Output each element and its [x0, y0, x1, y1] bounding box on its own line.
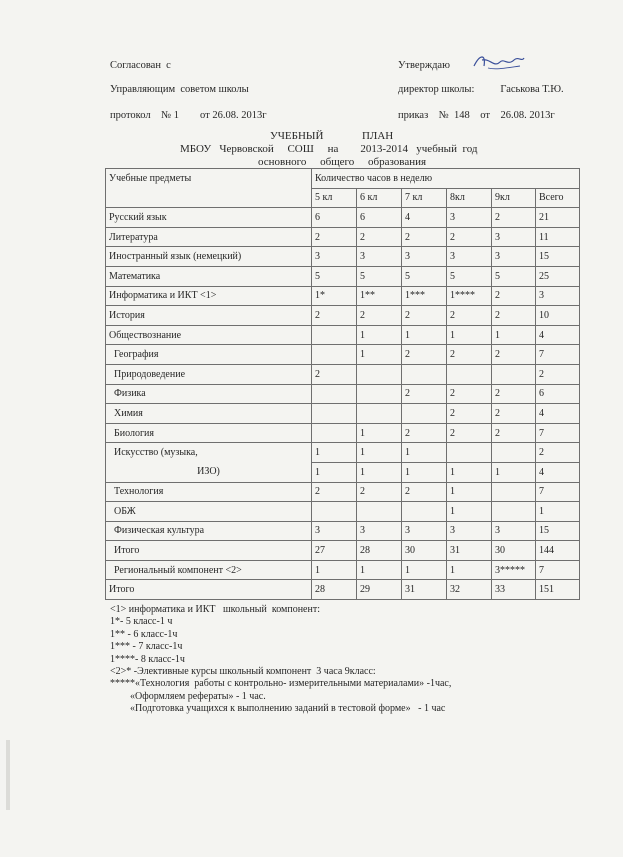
director-name: Гаськова Т.Ю. [500, 84, 564, 95]
hours-cell [312, 404, 357, 424]
hours-cell: 1 [402, 462, 447, 482]
hours-cell [447, 364, 492, 384]
hours-cell: 2 [536, 443, 580, 463]
hours-cell: 3 [447, 208, 492, 228]
column-header: Всего [536, 188, 580, 208]
hours-cell: 7 [536, 423, 580, 443]
hours-cell: 1 [402, 325, 447, 345]
hours-cell: 2 [492, 306, 536, 326]
hours-cell: 15 [536, 521, 580, 541]
hours-cell: 1 [536, 502, 580, 522]
hours-cell: 2 [312, 227, 357, 247]
hours-cell: 2 [312, 306, 357, 326]
hours-cell [492, 443, 536, 463]
subject-cell: Региональный компонент <2> [106, 560, 312, 580]
footnote-line: *****«Технология работы с контрольно- измерительными материалами» -1час, [110, 678, 452, 690]
hours-cell [312, 502, 357, 522]
header-hours: Количество часов в неделю [312, 169, 580, 189]
hours-cell: 28 [357, 541, 402, 561]
hours-cell: 1 [312, 443, 357, 463]
hours-cell: 21 [536, 208, 580, 228]
footnotes [110, 604, 451, 716]
director-signature [470, 50, 526, 74]
hours-cell: 3 [492, 521, 536, 541]
hours-cell: 3 [312, 521, 357, 541]
column-header: 5 кл [312, 188, 357, 208]
table-row [106, 580, 580, 600]
hours-cell: 3 [312, 247, 357, 267]
table-row [106, 227, 580, 247]
hours-cell: 30 [402, 541, 447, 561]
hours-cell: 3 [402, 521, 447, 541]
hours-cell: 7 [536, 345, 580, 365]
table-row [106, 502, 580, 522]
table-row [106, 560, 580, 580]
hours-cell: 1 [492, 325, 536, 345]
hours-cell: 3 [492, 247, 536, 267]
hours-cell [492, 482, 536, 502]
footnote-line: «Оформляем рефераты» - 1 час. [110, 690, 266, 702]
hours-cell: 28 [312, 580, 357, 600]
hours-cell: 1 [447, 502, 492, 522]
table-row [106, 404, 580, 424]
hours-cell: 1 [357, 443, 402, 463]
hours-cell: 1 [357, 462, 402, 482]
hours-cell: 4 [536, 325, 580, 345]
table-header-row [106, 169, 580, 189]
footnote-line: 1****- 8 класс-1ч [110, 653, 185, 665]
hours-cell: 1 [357, 345, 402, 365]
hours-cell: 1 [402, 560, 447, 580]
hours-cell: 31 [402, 580, 447, 600]
hours-cell: 29 [357, 580, 402, 600]
table-row [106, 247, 580, 267]
hours-cell: 2 [447, 306, 492, 326]
hours-cell: 31 [447, 541, 492, 561]
column-header: 7 кл [402, 188, 447, 208]
hours-cell: 1**** [447, 286, 492, 306]
hours-cell: 33 [492, 580, 536, 600]
footnote-line: 1*** - 7 класс-1ч [110, 641, 183, 653]
hours-cell: 3 [402, 247, 447, 267]
hours-cell: 1** [357, 286, 402, 306]
table-row [106, 266, 580, 286]
hours-cell: 2 [447, 404, 492, 424]
subject-cell: Обществознание [106, 325, 312, 345]
hours-cell [402, 404, 447, 424]
hours-cell: 2 [402, 345, 447, 365]
hours-cell: 2 [402, 227, 447, 247]
hours-cell: 151 [536, 580, 580, 600]
footnote-line: <2>* -Элективные курсы школьный компонент 3 часа 9класс: [110, 666, 376, 678]
hours-cell: 6 [357, 208, 402, 228]
hours-cell [312, 325, 357, 345]
director-prefix: директор школы: [398, 84, 475, 95]
hours-cell: 4 [402, 208, 447, 228]
approve-label: Утверждаю [398, 60, 450, 71]
hours-cell: 144 [536, 541, 580, 561]
hours-cell: 27 [312, 541, 357, 561]
hours-cell: 1 [447, 560, 492, 580]
hours-cell [402, 364, 447, 384]
footnote-line: 1*- 5 класс-1 ч [110, 616, 173, 628]
subject-cell: Технология [106, 482, 312, 502]
hours-cell [402, 502, 447, 522]
hours-cell: 2 [492, 423, 536, 443]
hours-cell: 3 [492, 227, 536, 247]
hours-cell: 2 [357, 227, 402, 247]
hours-cell: 3 [357, 247, 402, 267]
column-header: 8кл [447, 188, 492, 208]
table-row [106, 521, 580, 541]
hours-cell: 1 [447, 482, 492, 502]
hours-cell: 3 [536, 286, 580, 306]
hours-cell: 2 [402, 306, 447, 326]
table-row [106, 541, 580, 561]
curriculum-table [105, 168, 580, 600]
table-subheader-row [106, 188, 580, 208]
hours-cell: 3 [447, 521, 492, 541]
table-row [106, 423, 580, 443]
subject-cell: Химия [106, 404, 312, 424]
footnote-line: <1> информатика и ИКТ школьный компонент: [110, 604, 320, 615]
hours-cell: 4 [536, 404, 580, 424]
header-subjects: Учебные предметы [106, 169, 312, 189]
table-row [106, 384, 580, 404]
hours-cell [357, 364, 402, 384]
director-order: приказ № 148 от 26.08. 2013г [398, 110, 555, 121]
hours-cell: 1 [312, 560, 357, 580]
plan-education-level: основного общего образования [258, 156, 427, 168]
hours-cell [492, 502, 536, 522]
subject-cell: Русский язык [106, 208, 312, 228]
table-row [106, 482, 580, 502]
footnote-line: 1** - 6 класс-1ч [110, 628, 178, 640]
subject-cell: Итого [106, 580, 312, 600]
hours-cell: 2 [402, 384, 447, 404]
hours-cell: 2 [492, 384, 536, 404]
hours-cell: 2 [447, 384, 492, 404]
hours-cell [492, 364, 536, 384]
hours-cell: 15 [536, 247, 580, 267]
hours-cell: 2 [492, 404, 536, 424]
subject-cell: Физика [106, 384, 312, 404]
hours-cell: 1 [402, 443, 447, 463]
plan-school-year: МБОУ Червовской СОШ на 2013-2014 учебный год [180, 143, 478, 155]
footnote-line: «Подготовка учащихся к выполнению заданий в тестовой форме» - 1 час [110, 703, 446, 715]
column-header: 9кл [492, 188, 536, 208]
hours-cell: 1*** [402, 286, 447, 306]
hours-cell [357, 404, 402, 424]
hours-cell: 5 [447, 266, 492, 286]
hours-cell: 2 [492, 286, 536, 306]
hours-cell: 2 [312, 482, 357, 502]
hours-cell: 1 [312, 462, 357, 482]
hours-cell: 3 [357, 521, 402, 541]
subject-cell: Природоведение [106, 364, 312, 384]
column-header: 6 кл [357, 188, 402, 208]
hours-cell: 7 [536, 482, 580, 502]
hours-cell [312, 423, 357, 443]
hours-cell: 2 [402, 423, 447, 443]
hours-cell: 1 [492, 462, 536, 482]
director-label [398, 84, 564, 95]
hours-cell: 2 [492, 208, 536, 228]
hours-cell: 10 [536, 306, 580, 326]
hours-cell: 1 [357, 560, 402, 580]
table-row [106, 208, 580, 228]
hours-cell: 2 [312, 364, 357, 384]
hours-cell [312, 384, 357, 404]
table-row [106, 325, 580, 345]
hours-cell: 2 [447, 345, 492, 365]
plan-title: УЧЕБНЫЙ ПЛАН [270, 130, 394, 142]
table-row [106, 306, 580, 326]
scan-mark [6, 740, 10, 810]
hours-cell: 7 [536, 560, 580, 580]
hours-cell [447, 443, 492, 463]
hours-cell: 3***** [492, 560, 536, 580]
hours-cell: 11 [536, 227, 580, 247]
council-protocol: протокол № 1 от 26.08. 2013г [110, 110, 267, 121]
subject-cell: Биология [106, 423, 312, 443]
hours-cell: 2 [402, 482, 447, 502]
subject-cell: История [106, 306, 312, 326]
subject-cell: Итого [106, 541, 312, 561]
table-row [106, 443, 580, 463]
subject-cell: Информатика и ИКТ <1> [106, 286, 312, 306]
subject-cell: Иностранный язык (немецкий) [106, 247, 312, 267]
hours-cell: 2 [492, 345, 536, 365]
table-row [106, 462, 580, 482]
agreed-label: Согласован с [110, 60, 171, 71]
hours-cell: 30 [492, 541, 536, 561]
hours-cell [357, 502, 402, 522]
hours-cell: 5 [312, 266, 357, 286]
subject-cell: Искусство (музыка, [106, 443, 312, 463]
hours-cell: 2 [447, 227, 492, 247]
hours-cell: 6 [536, 384, 580, 404]
hours-cell: 6 [312, 208, 357, 228]
table-row [106, 286, 580, 306]
subject-cell: Физическая культура [106, 521, 312, 541]
hours-cell: 1 [357, 325, 402, 345]
table-row [106, 364, 580, 384]
hours-cell: 25 [536, 266, 580, 286]
hours-cell: 2 [536, 364, 580, 384]
subject-cell: ИЗО) [106, 462, 312, 482]
hours-cell: 5 [492, 266, 536, 286]
subject-cell: ОБЖ [106, 502, 312, 522]
hours-cell: 32 [447, 580, 492, 600]
school-council-label: Управляющим советом школы [110, 84, 249, 95]
hours-cell: 1* [312, 286, 357, 306]
hours-cell [357, 384, 402, 404]
hours-cell: 2 [357, 306, 402, 326]
hours-cell [312, 345, 357, 365]
hours-cell: 1 [447, 462, 492, 482]
hours-cell: 1 [447, 325, 492, 345]
hours-cell: 1 [357, 423, 402, 443]
hours-cell: 5 [402, 266, 447, 286]
hours-cell: 4 [536, 462, 580, 482]
subject-cell: География [106, 345, 312, 365]
subject-cell: Математика [106, 266, 312, 286]
header-subjects-blank [106, 188, 312, 208]
table-row [106, 345, 580, 365]
hours-cell: 3 [447, 247, 492, 267]
hours-cell: 2 [447, 423, 492, 443]
hours-cell: 2 [357, 482, 402, 502]
hours-cell: 5 [357, 266, 402, 286]
subject-cell: Литература [106, 227, 312, 247]
